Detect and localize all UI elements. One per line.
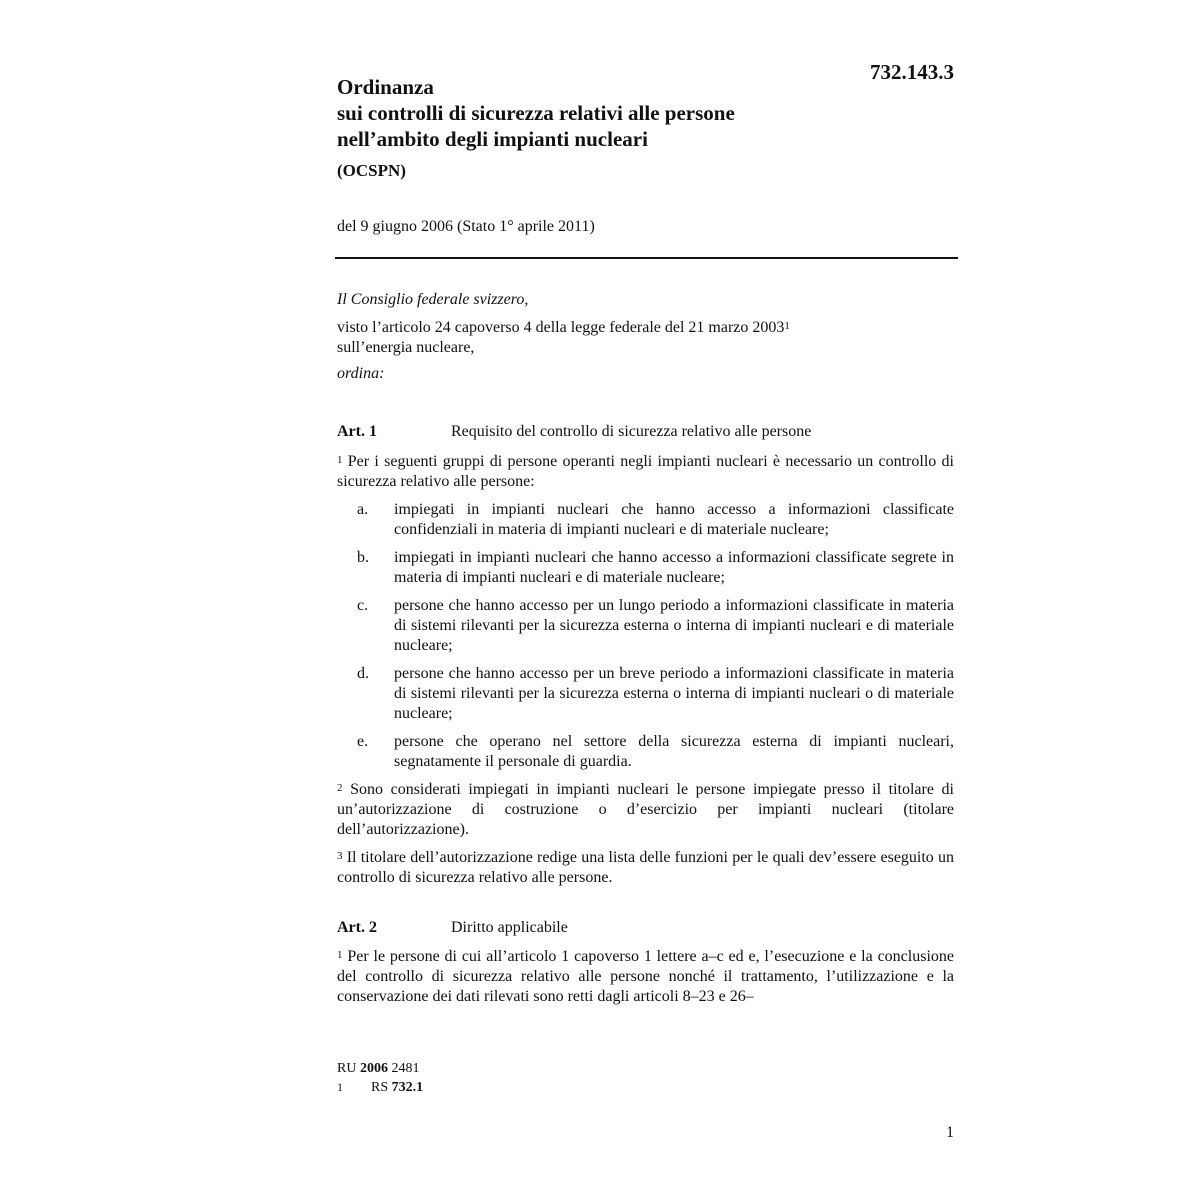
page-number: 1 xyxy=(946,1124,954,1141)
short-title: (OCSPN) xyxy=(337,161,406,180)
list-item-d xyxy=(337,664,954,724)
footnote-number: 1 xyxy=(337,1080,343,1094)
list-item-c xyxy=(337,596,954,656)
list-item-text: persone che operano nel settore della sicurezza esterna di impianti nucleari, segnatamente il personale di guardia. xyxy=(394,733,954,770)
document-date: del 9 giugno 2006 (Stato 1° aprile 2011) xyxy=(337,218,595,235)
article-2-title: Diritto applicabile xyxy=(451,919,568,936)
list-item-text: persone che hanno accesso per un breve periodo a informazioni classificate in materia di sistemi rilevanti per la sicurezza esterna o interna di impianti nucleari o di materiale nucleare; xyxy=(394,665,954,722)
footnote-ref[interactable]: 1 xyxy=(784,320,790,332)
title-divider xyxy=(335,257,958,259)
paragraph-number: 3 xyxy=(337,850,343,862)
article-2-paragraph-1 xyxy=(337,947,954,1007)
list-item-text: impiegati in impianti nucleari che hanno accesso a informazioni classificate confidenziali in materia di impianti nucleari e di materiale nucleare; xyxy=(394,501,954,538)
list-item-label: a. xyxy=(357,501,369,518)
footnote-prefix: RS xyxy=(371,1080,389,1095)
page-footer xyxy=(337,1059,423,1097)
article-1-paragraph-1 xyxy=(337,452,954,492)
ru-page: 2481 xyxy=(391,1061,420,1076)
article-1-body xyxy=(337,452,954,888)
paragraph-text: Sono considerati impiegati in impianti nucleari le persone impiegate presso il titolare di un’autorizzazione di costruzione o d’esercizio per impianti nucleari (titolare dell’autorizzazione). xyxy=(337,781,955,838)
preamble-basis-continued: sull’energia nucleare, xyxy=(337,339,475,356)
list-item-e xyxy=(337,732,954,772)
article-1-title: Requisito del controllo di sicurezza relativo alle persone xyxy=(451,423,812,440)
paragraph-number: 1 xyxy=(337,949,343,961)
list-item-label: e. xyxy=(357,733,369,750)
document-title xyxy=(337,74,807,182)
list-item-label: b. xyxy=(357,549,369,566)
ru-prefix: RU xyxy=(337,1061,357,1076)
list-item-b xyxy=(337,548,954,588)
preamble-basis xyxy=(337,318,957,338)
title-line-3: nell’ambito degli impianti nucleari xyxy=(337,127,648,151)
footnote-link[interactable]: 732.1 xyxy=(391,1080,424,1095)
list-item-label: d. xyxy=(357,665,369,682)
preamble-authority: Il Consiglio federale svizzero, xyxy=(337,291,529,308)
article-2-body xyxy=(337,947,954,1007)
list-item-text: impiegati in impianti nucleari che hanno accesso a informazioni classificate segrete in materia di impianti nucleari e di materiale nucleare; xyxy=(394,549,954,586)
title-line-1: Ordinanza xyxy=(337,75,434,99)
footnote-1 xyxy=(337,1078,423,1097)
paragraph-number: 1 xyxy=(337,454,343,466)
list-item-text: persone che hanno accesso per un lungo periodo a informazioni classificate in materia di sistemi rilevanti per la sicurezza esterna o interna di impianti nucleari e di materiale nucleare; xyxy=(394,597,954,654)
article-2-number: Art. 2 xyxy=(337,919,377,936)
article-1-number: Art. 1 xyxy=(337,423,377,440)
official-compilation-ref xyxy=(337,1059,423,1078)
paragraph-text: Il titolare dell’autorizzazione redige una lista delle funzioni per le quali dev’essere eseguito un controllo di sicurezza relativo alle persone. xyxy=(337,849,955,886)
title-line-2: sui controlli di sicurezza relativi alle persone xyxy=(337,101,735,125)
list-item-label: c. xyxy=(357,597,369,614)
ru-year: 2006 xyxy=(359,1061,388,1076)
article-1-paragraph-2 xyxy=(337,780,954,840)
paragraph-text: Per i seguenti gruppi di persone operanti negli impianti nucleari è necessario un controllo di sicurezza relativo alle persone: xyxy=(337,453,954,490)
article-1-heading xyxy=(337,423,957,441)
article-2-heading xyxy=(337,919,957,937)
sr-number: 732.143.3 xyxy=(870,60,954,84)
preamble-basis-text: visto l’articolo 24 capoverso 4 della legge federale del 21 marzo 2003 xyxy=(337,319,785,336)
paragraph-number: 2 xyxy=(337,782,343,794)
paragraph-text: Per le persone di cui all’articolo 1 capoverso 1 lettere a–c ed e, l’esecuzione e la conclusione del controllo di sicurezza relativo alle persone nonché il trattamento, l’utilizzazione e la conservazione dei dati rilevati sono retti dagli articoli 8–23 e 26– xyxy=(337,948,955,1005)
list-item-a xyxy=(337,500,954,540)
article-1-paragraph-3 xyxy=(337,848,954,888)
preamble-enactment: ordina: xyxy=(337,365,385,382)
preamble xyxy=(337,290,957,384)
